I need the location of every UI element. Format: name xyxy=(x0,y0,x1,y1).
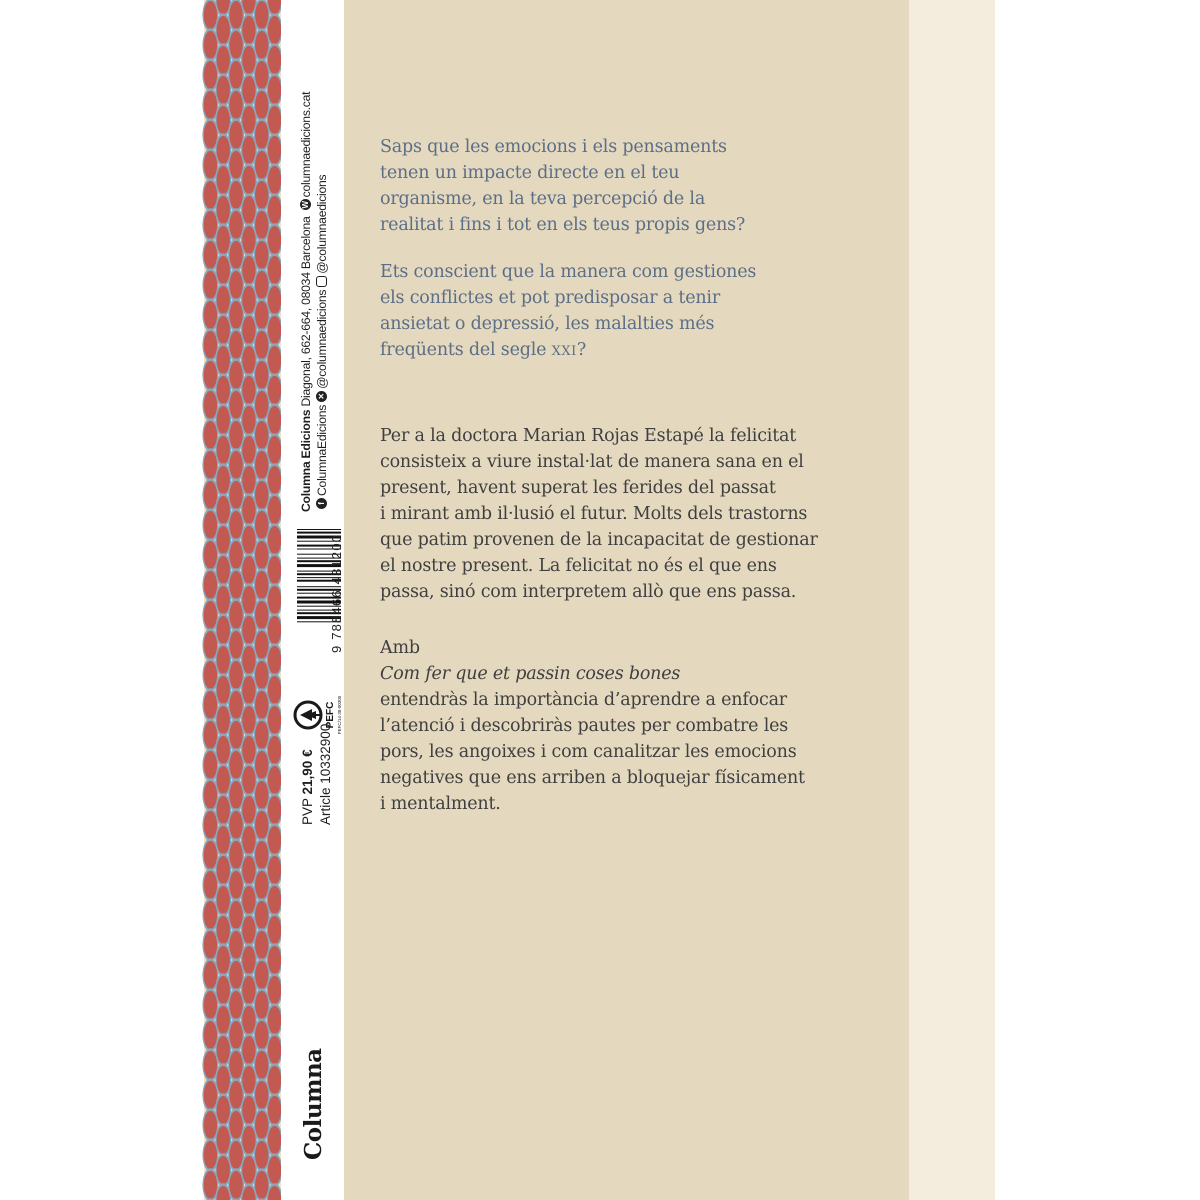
web-icon: W xyxy=(301,201,311,209)
isbn-number: 9 788466 431200 xyxy=(329,533,344,653)
paragraph-1-line: present, havent superat les ferides del passat xyxy=(380,478,776,498)
instagram-handle: @columnaedicions xyxy=(315,174,329,274)
paragraph-2-line: negatives que ens arriben a bloquejar físicament xyxy=(380,768,805,788)
paragraph-2-line: pors, les angoixes i com canalitzar les emocions xyxy=(380,742,797,762)
instagram-icon xyxy=(316,276,327,287)
price-label: PVP xyxy=(300,794,315,825)
facebook-handle: ColumnaEdicions xyxy=(315,404,329,496)
paragraph-2-line: i mentalment. xyxy=(380,794,501,814)
paragraph-1-line: que patim provenen de la incapacitat de gestionar xyxy=(380,530,818,550)
paragraph-2-intro: Amb xyxy=(380,638,420,658)
article-number: Article 10332900 xyxy=(318,723,333,825)
decorative-pattern-strip xyxy=(204,0,281,1200)
x-icon: ✕ xyxy=(316,391,327,402)
book-title: Com fer que et passin coses bones xyxy=(380,664,681,684)
question-2-line: Ets conscient que la manera com gestiones xyxy=(380,262,757,282)
question-1-line: organisme, en la teva percepció de la xyxy=(380,189,706,209)
question-1-line: realitat i fins i tot en els teus propis gens? xyxy=(380,215,746,235)
price-line xyxy=(299,724,316,825)
paragraph-2-line: l’atenció i descobriràs pautes per combatre les xyxy=(380,716,789,736)
price-value: 21,90 € xyxy=(300,749,315,795)
publisher-website: columnaedicions.cat xyxy=(299,91,313,198)
question-1-line: tenen un impacte directe en el teu xyxy=(380,163,680,183)
question-2-last-line xyxy=(380,337,880,365)
cover-edge xyxy=(909,0,995,1200)
publisher-name: Columna Edicions xyxy=(299,409,313,512)
paragraph-1-line: consisteix a viure instal·lat de manera sana en el xyxy=(380,452,804,472)
pattern-graphic xyxy=(204,0,281,1200)
price-info xyxy=(299,724,334,825)
publisher-info xyxy=(299,92,330,512)
publisher-address-line xyxy=(299,92,314,512)
paragraph-2-line: entendràs la importància d’aprendre a enfocar xyxy=(380,690,787,710)
facebook-icon: f xyxy=(316,498,327,509)
blurb-question-2 xyxy=(380,259,880,365)
pefc-code: PEFC/14-38-00305 xyxy=(337,695,342,735)
paragraph-1-line: i mirant amb il·lusió el futur. Molts dels trastorns xyxy=(380,504,808,524)
question-2-line: ansietat o depressió, les malalties més xyxy=(380,314,715,334)
pefc-label: PEFC xyxy=(325,701,336,729)
blurb-paragraph-1 xyxy=(380,423,880,605)
publisher-brand: Columna xyxy=(300,1048,327,1160)
paragraph-1-line: passa, sinó com interpretem allò que ens passa. xyxy=(380,582,797,602)
publisher-social-line xyxy=(315,92,330,512)
paragraph-1-line: el nostre present. La felicitat no és el que ens xyxy=(380,556,777,576)
question-1-line: Saps que les emocions i els pensaments xyxy=(380,137,727,157)
question-2-line: els conflictes et pot predisposar a tenir xyxy=(380,288,720,308)
publisher-address: Diagonal, 662-664, 08034 Barcelona xyxy=(299,213,313,410)
blurb-question-1 xyxy=(380,134,880,238)
paragraph-1-line: Per a la doctora Marian Rojas Estapé la felicitat xyxy=(380,426,797,446)
blurb-paragraph-2 xyxy=(380,635,880,817)
question-2-line: freqüents del segle xyxy=(380,340,552,360)
x-handle: @columnaedicions xyxy=(315,289,329,389)
century-numeral: XXI xyxy=(551,344,577,359)
question-mark: ? xyxy=(576,340,586,360)
